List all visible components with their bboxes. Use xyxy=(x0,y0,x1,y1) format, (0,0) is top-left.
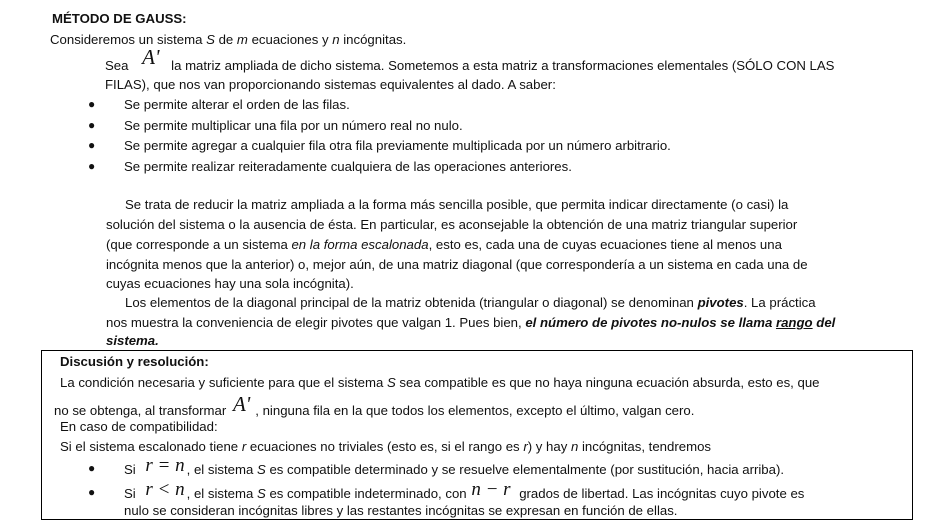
text: , el sistema xyxy=(186,462,257,477)
text: Si el sistema escalonado tiene xyxy=(60,439,242,454)
text: Si xyxy=(124,486,136,501)
list-item xyxy=(124,479,805,502)
var-r: r xyxy=(523,439,528,454)
bullet-icon: ● xyxy=(88,97,96,111)
paragraph-line xyxy=(106,314,835,331)
list-item: Se permite agregar a cualquier fila otra fila previamente multiplicada por un número arbitrario. xyxy=(124,138,671,153)
text: sea compatible es que no haya ninguna ecuación absurda, esto es, que xyxy=(395,375,820,390)
text: Los elementos de la diagonal principal de la matriz obtenida (triangular o diagonal) se denominan xyxy=(125,295,698,310)
text: incógnitas, tendremos xyxy=(578,439,711,454)
matrix-symbol: A' xyxy=(232,392,251,416)
intro-text: ecuaciones y xyxy=(247,32,333,47)
box-line xyxy=(54,392,695,419)
text: , el sistema xyxy=(186,486,257,501)
rango-term: rango xyxy=(775,315,813,330)
equation: r < n xyxy=(145,479,185,500)
text: (que corresponde a un sistema xyxy=(106,237,292,252)
bullet-icon: ● xyxy=(88,159,96,173)
var-n: n xyxy=(332,32,340,47)
sea-text: la matriz ampliada de dicho sistema. Sometemos a esta matriz a transformaciones elementales (SÓLO CON LAS xyxy=(171,58,835,73)
box-line xyxy=(60,438,711,455)
text: es compatible indeterminado, con xyxy=(265,486,471,501)
bullet-icon: ● xyxy=(88,461,96,475)
text: ) y hay xyxy=(527,439,571,454)
list-item: Se permite realizar reiteradamente cualquiera de las operaciones anteriores. xyxy=(124,159,572,174)
text: grados de libertad. Las incógnitas cuyo pivote es xyxy=(515,486,805,501)
intro-text: de xyxy=(214,32,237,47)
bullet-icon: ● xyxy=(88,138,96,152)
equation: n − r xyxy=(471,479,511,500)
list-item-continuation: nulo se consideran incógnitas libres y las restantes incógnitas se expresan en función de ellas. xyxy=(124,503,678,518)
var-s: S xyxy=(256,486,266,501)
intro-text: Consideremos un sistema xyxy=(50,32,207,47)
emphasis-text: en la forma escalonada xyxy=(291,237,429,252)
list-item: Se permite multiplicar una fila por un número real no nulo. xyxy=(124,118,463,133)
text: Si xyxy=(124,462,136,477)
var-s: S xyxy=(206,32,215,47)
paragraph-line: solución del sistema o la ausencia de ésta. En particular, es aconsejable la obtención de una matriz triangular superior xyxy=(106,217,798,232)
paragraph-line: cuyas ecuaciones hay una sola incógnita). xyxy=(106,276,354,291)
bullet-icon: ● xyxy=(88,118,96,132)
text: no se obtenga, al transformar xyxy=(54,403,230,418)
paragraph-line: incógnita menos que la anterior) o, mejor aún, de una matriz diagonal (que correspondería a un sistema en cada una de xyxy=(106,257,808,272)
text: . La práctica xyxy=(743,295,816,310)
paragraph-line xyxy=(106,236,782,253)
sea-word: Sea xyxy=(105,58,129,73)
pivotes-term: pivotes xyxy=(697,295,744,310)
paragraph-line: sistema. xyxy=(106,333,159,348)
text: La condición necesaria y suficiente para que el sistema xyxy=(60,375,387,390)
intro-text: incógnitas. xyxy=(339,32,407,47)
intro-line xyxy=(50,31,406,48)
paragraph-line xyxy=(125,294,816,311)
text: nos muestra la conveniencia de elegir pivotes que valgan 1. Pues bien, xyxy=(106,315,526,330)
var-n: n xyxy=(570,439,579,454)
page-title: MÉTODO DE GAUSS: xyxy=(52,11,187,26)
var-m: m xyxy=(236,32,248,47)
text: ecuaciones no triviales (esto es, si el rango es xyxy=(246,439,524,454)
list-item: Se permite alterar el orden de las filas. xyxy=(124,97,350,112)
box-title: Discusión y resolución: xyxy=(60,354,209,369)
equation: r = n xyxy=(145,455,185,476)
bullet-icon: ● xyxy=(88,485,96,499)
text: , esto es, cada una de cuyas ecuaciones tiene al menos una xyxy=(428,237,782,252)
text: es compatible determinado y se resuelve elementalmente (por sustitución, hacia arriba). xyxy=(265,462,785,477)
definition-text: el número de pivotes no-nulos se llama xyxy=(525,315,776,330)
sea-line xyxy=(105,45,835,74)
definition-text: del xyxy=(812,315,836,330)
var-r: r xyxy=(241,439,247,454)
var-s: S xyxy=(386,375,396,390)
paragraph-line: Se trata de reducir la matriz ampliada a la forma más sencilla posible, que permita indicar directamente (o casi) la xyxy=(125,197,789,212)
list-item xyxy=(124,455,785,478)
box-line: En caso de compatibilidad: xyxy=(60,419,218,434)
box-line xyxy=(60,374,820,391)
text: , ninguna fila en la que todos los elementos, excepto el último, valgan cero. xyxy=(255,403,695,418)
var-s: S xyxy=(256,462,266,477)
matrix-symbol: A' xyxy=(142,45,160,69)
sea-line-2: FILAS), que nos van proporcionando sistemas equivalentes al dado. A saber: xyxy=(105,77,556,92)
